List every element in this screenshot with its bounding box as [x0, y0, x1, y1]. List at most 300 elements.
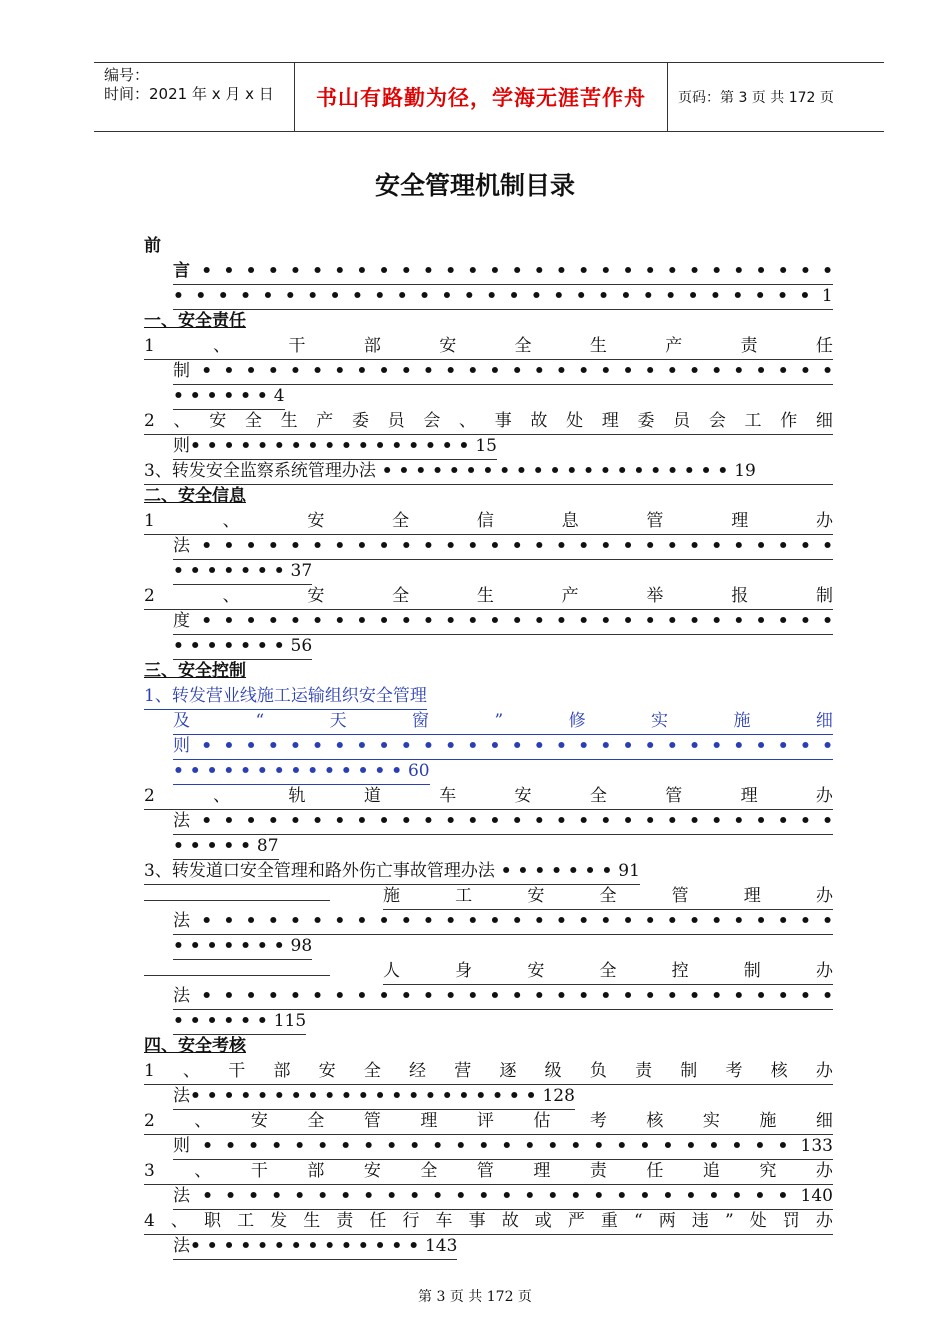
leader-dot: • [524, 1136, 536, 1156]
leader-dot: • [334, 911, 346, 931]
toc-entry-cadre-assessment-char: 办 [815, 1061, 833, 1081]
entry-char: 安 [527, 961, 545, 981]
entry-char: 法 [173, 1236, 190, 1256]
toc-entry-report-system-char: 产 [561, 586, 579, 606]
entry-char: 窗 [412, 711, 430, 731]
leader-dot: • [533, 736, 545, 756]
toc-entry-evaluation-char: 核 [646, 1111, 664, 1131]
leader-dot: • [467, 911, 479, 931]
leader-dot: • [578, 361, 590, 381]
page-number: 133 [800, 1136, 833, 1156]
leader-dot: • [511, 261, 523, 281]
leader-dots: • • • • • • • [173, 636, 291, 656]
leader-dot: • [556, 611, 567, 631]
toc-entry-evaluation-char: 全 [307, 1111, 325, 1131]
toc-entry-accountability-char: 、 [194, 1161, 212, 1181]
toc-entry-committee-rules-char: 员 [673, 411, 691, 431]
leader-dot: • [533, 811, 545, 831]
toc-entry-committee-rules-char: 委 [637, 411, 655, 431]
entry-char: 身 [455, 961, 473, 981]
leader-dot: • [799, 536, 811, 556]
toc-entry-accountability[interactable] [144, 1159, 833, 1185]
leader-dot: • [400, 261, 412, 281]
toc-entry-accountability-page[interactable] [173, 1184, 833, 1210]
toc-entry-cadre-responsibility-2-char: 制 [173, 361, 190, 381]
toc-entry-penalties-char: 任 [369, 1211, 387, 1231]
toc-entry-penalties-char: 4 [144, 1211, 155, 1231]
leader-dot: • [600, 536, 612, 556]
leader-dot: • [622, 811, 634, 831]
leader-dot: • [223, 811, 235, 831]
leader-dot: • [578, 536, 590, 556]
leader-dot: • [423, 736, 434, 756]
leader-dot: • [467, 811, 479, 831]
toc-entry-rail-vehicle-char: 办 [815, 786, 833, 806]
leader-dot: • [201, 536, 213, 556]
toc-entry-cadre-assessment-page[interactable] [173, 1084, 575, 1110]
toc-entry-penalties-char: 发 [270, 1211, 288, 1231]
toc-entry-penalties-char: 车 [435, 1211, 453, 1231]
toc-entry-penalties-char: 生 [303, 1211, 321, 1231]
toc-entry-rail-vehicle-page[interactable] [173, 834, 279, 860]
toc-entry-skylight-link-3-char: 则 [173, 736, 190, 756]
leader-dot: • [289, 536, 301, 556]
leader-dot: • [445, 736, 457, 756]
entry-char: 则 [173, 1136, 190, 1156]
leader-dot: • [685, 1186, 697, 1206]
toc-entry-accountability-char: 责 [589, 1161, 607, 1181]
toc-entry-evaluation-char: 2 [144, 1111, 155, 1131]
toc-entry-penalties-page[interactable] [173, 1234, 457, 1260]
entry-char: 法 [173, 1086, 190, 1106]
leader-dot: • [644, 911, 656, 931]
toc-entry-cadre-responsibility-page[interactable] [173, 384, 285, 410]
leader-dot: • [777, 536, 789, 556]
leader-dot: • [593, 1136, 605, 1156]
leader-dot: • [378, 736, 390, 756]
entry-char: 安 [527, 886, 545, 906]
leader-dot: • [289, 361, 301, 381]
toc-entry-penalties-char: 故 [501, 1211, 519, 1231]
leader-dot: • [711, 536, 723, 556]
leader-dots: • • • • • • [173, 386, 274, 406]
leader-dot: • [622, 261, 634, 281]
leader-dot: • [570, 1186, 582, 1206]
leader-dot: • [662, 1136, 674, 1156]
toc-entry-report-system-char: 、 [222, 586, 240, 606]
toc-entry-committee-rules-char: 会 [708, 411, 726, 431]
page-number: 1 [821, 286, 833, 306]
leader-dot: • [312, 911, 324, 931]
leader-dot: • [489, 911, 501, 931]
leader-dot: • [173, 286, 184, 306]
toc-entry-rail-vehicle-char: 道 [363, 786, 381, 806]
leader-dot: • [578, 986, 590, 1006]
toc-entry-report-system-page[interactable] [173, 634, 312, 660]
toc-entry-skylight-link-page[interactable] [173, 759, 430, 785]
leader-dot: • [644, 736, 656, 756]
leader-dot: • [248, 1186, 260, 1206]
header-motto: 书山有路勤为径，学海无涯苦作舟 [294, 63, 668, 131]
leader-dot: • [201, 736, 213, 756]
leader-dot: • [644, 261, 656, 281]
header-meta [94, 63, 294, 131]
toc-entry-info-management-page[interactable] [173, 559, 312, 585]
leader-dot: • [777, 911, 789, 931]
toc-entry-info-management-char: 、 [222, 511, 240, 531]
section-title: 三、安全控制 [144, 661, 246, 681]
leader-dot: • [578, 736, 590, 756]
entry-char: ” [494, 711, 504, 731]
leader-dot: • [378, 361, 390, 381]
entry-char: 办 [815, 886, 833, 906]
leader-dot: • [312, 361, 324, 381]
leader-dot: • [267, 811, 279, 831]
leader-dot: • [423, 911, 434, 931]
leader-dot: • [600, 261, 612, 281]
section-title: 二、安全信息 [144, 486, 246, 506]
toc-entry-evaluation[interactable] [144, 1109, 833, 1135]
toc-entry-construction-safety-2[interactable] [173, 909, 833, 935]
entry-char: 管 [671, 886, 689, 906]
leader-dot: • [400, 736, 412, 756]
toc-entry-info-management-2[interactable] [173, 534, 833, 560]
leader-dot: • [639, 1186, 651, 1206]
toc-entry-evaluation-char: 理 [420, 1111, 438, 1131]
toc-entry-committee-rules-char: 、 [459, 411, 477, 431]
entry-char: 修 [568, 711, 586, 731]
toc-entry-report-system-char: 报 [731, 586, 749, 606]
toc-entry-info-management-2-char: 法 [173, 536, 190, 556]
toc-entry-committee-rules-char: 事 [494, 411, 512, 431]
leader-dot: • [666, 361, 678, 381]
leader-dot: • [432, 1136, 444, 1156]
document-number-label: 编号： [104, 66, 150, 84]
leader-dot: • [289, 811, 301, 831]
entry-char: 天 [329, 711, 347, 731]
toc-entry-cadre-assessment-char: 安 [318, 1061, 336, 1081]
section-title: 四、安全考核 [144, 1036, 246, 1056]
leader-dot: • [463, 286, 475, 306]
leader-dot: • [600, 611, 612, 631]
toc-entry-skylight-link-2[interactable] [173, 709, 833, 735]
leader-dot: • [533, 261, 545, 281]
leader-dot: • [777, 611, 789, 631]
toc-entry-report-system-2[interactable] [173, 609, 833, 635]
toc-entry-info-management-char: 息 [561, 511, 579, 531]
leader-dot: • [378, 811, 390, 831]
leader-dot: • [575, 286, 587, 306]
leader-dot: • [556, 911, 567, 931]
leader-dot: • [223, 911, 235, 931]
leader-dot: • [223, 261, 235, 281]
toc-entry-penalties-char: 、 [170, 1211, 188, 1231]
toc-entry-rail-vehicle-char: 安 [514, 786, 532, 806]
leader-dot: • [363, 1136, 375, 1156]
leader-dot: • [511, 611, 523, 631]
leader-dot: • [600, 736, 612, 756]
leader-dot: • [689, 536, 700, 556]
toc-entry-cadre-responsibility-char: 、 [213, 336, 231, 356]
toc-entry-committee-rules-char: 员 [387, 411, 405, 431]
leader-dot: • [223, 611, 235, 631]
toc-entry-rail-vehicle-2[interactable] [173, 809, 833, 835]
leader-dot: • [245, 536, 257, 556]
leader-dot: • [511, 911, 523, 931]
leader-dot: • [533, 986, 545, 1006]
leader-dot: • [777, 1186, 789, 1206]
leader-dot: • [822, 361, 833, 381]
leader-dot: • [223, 986, 235, 1006]
leader-dot: • [754, 286, 766, 306]
toc-entry-cadre-responsibility[interactable] [144, 334, 833, 360]
leader-dot: • [556, 736, 567, 756]
toc-entry-report-system-char: 生 [476, 586, 494, 606]
leader-dot: • [267, 361, 279, 381]
toc-entry-cadre-responsibility-2[interactable] [173, 359, 833, 385]
leader-dot: • [201, 811, 213, 831]
leader-dot: • [755, 911, 767, 931]
leader-dot: • [732, 286, 744, 306]
leader-dot: • [570, 1136, 582, 1156]
leader-dot: • [733, 986, 745, 1006]
leader-dots: • • • • • • • • • • • • • • • • • [190, 436, 476, 456]
leader-dot: • [731, 1136, 743, 1156]
toc-entry-personal-safety-page[interactable] [173, 1009, 306, 1035]
entry-char: “ [255, 711, 265, 731]
leader-dot: • [334, 611, 346, 631]
toc-entry-skylight-link-3[interactable] [173, 734, 833, 760]
toc-entry-committee-rules-char: 2 [144, 411, 155, 431]
toc-entry-cadre-assessment-char: 经 [409, 1061, 427, 1081]
leader-dot: • [685, 1136, 697, 1156]
toc-entry-committee-rules-char: 产 [316, 411, 334, 431]
leader-dot: • [777, 811, 789, 831]
leader-dot: • [556, 261, 567, 281]
leader-dot: • [600, 986, 612, 1006]
entry-char: 理 [743, 886, 761, 906]
toc-entry-committee-rules-char: 作 [780, 411, 798, 431]
toc-entry-penalties-char: 职 [203, 1211, 221, 1231]
toc-entry-evaluation-char: 评 [476, 1111, 494, 1131]
preface-char: 前 [144, 236, 161, 256]
section-heading [144, 309, 833, 334]
entry-char: 办 [815, 961, 833, 981]
preface-entry[interactable] [173, 259, 833, 285]
leader-dot: • [363, 1186, 375, 1206]
preface-entry-char: 言 [173, 261, 190, 281]
toc-entry-crossing-safety[interactable] [144, 859, 640, 885]
leader-dot: • [777, 1136, 789, 1156]
toc-entry-rail-vehicle-char: 理 [740, 786, 758, 806]
leader-dot: • [201, 611, 213, 631]
toc-entry-penalties-char: ” [724, 1211, 734, 1231]
leader-dot: • [689, 611, 700, 631]
toc-entry-skylight-link[interactable] [144, 684, 427, 710]
leader-dot: • [317, 1136, 329, 1156]
leader-dot: • [556, 986, 567, 1006]
page-number: 60 [407, 761, 430, 781]
leader-dot: • [666, 986, 678, 1006]
leader-dot: • [356, 911, 368, 931]
leader-dot: • [556, 811, 567, 831]
leader-dot: • [400, 361, 412, 381]
document-title: 安全管理机制目录 [374, 171, 575, 200]
toc-entry-report-system-char: 制 [815, 586, 833, 606]
toc-entry-committee-rules-char: 安 [209, 411, 227, 431]
leader-dot: • [687, 286, 699, 306]
leader-dot: • [409, 1136, 421, 1156]
toc-entry-cadre-assessment-char: 考 [725, 1061, 743, 1081]
toc-entry-accountability-char: 3 [144, 1161, 155, 1181]
toc-entry-info-management[interactable] [144, 509, 833, 535]
leader-dot: • [423, 811, 434, 831]
toc-entry-evaluation-char: 施 [759, 1111, 777, 1131]
leader-dot: • [267, 261, 279, 281]
leader-dot: • [578, 611, 590, 631]
leader-dot: • [644, 611, 656, 631]
leader-dots: • • • • • • • [173, 561, 291, 581]
leader-dot: • [289, 986, 301, 1006]
leader-dot: • [334, 261, 346, 281]
leader-dot: • [202, 1136, 214, 1156]
leader-dot: • [445, 811, 457, 831]
leader-dot: • [600, 361, 612, 381]
toc-entry-construction-safety[interactable] [383, 884, 833, 910]
page-number: 15 [475, 436, 497, 456]
section-title: 一、安全责任 [144, 311, 246, 331]
leader-dot: • [689, 361, 700, 381]
toc-entry-committee-rules-char: 处 [566, 411, 584, 431]
leader-dot: • [622, 736, 634, 756]
toc-entry-cadre-assessment-char: 营 [454, 1061, 472, 1081]
leader-dot: • [708, 1136, 720, 1156]
page-number: 115 [273, 1011, 307, 1031]
leader-dot: • [644, 986, 656, 1006]
leader-dot: • [689, 261, 700, 281]
toc-entry-evaluation-char: 管 [363, 1111, 381, 1131]
leader-dot: • [455, 1136, 467, 1156]
toc-entry-report-system-char: 安 [307, 586, 325, 606]
leader-dot: • [374, 286, 386, 306]
leader-dot: • [666, 261, 678, 281]
leader-dot: • [467, 536, 479, 556]
page-number: 4 [273, 386, 285, 406]
leader-dot: • [733, 361, 745, 381]
leader-dot: • [378, 536, 390, 556]
toc-entry-penalties-char: “ [634, 1211, 643, 1231]
leader-dot: • [639, 1136, 651, 1156]
leader-dot: • [223, 361, 235, 381]
toc-entry-accountability-char: 追 [702, 1161, 720, 1181]
leader-dot: • [533, 611, 545, 631]
toc-entry-personal-safety[interactable] [383, 959, 833, 985]
leader-dot: • [289, 611, 301, 631]
toc-entry-accountability-char: 干 [250, 1161, 268, 1181]
leader-dot: • [489, 361, 501, 381]
leader-dot: • [642, 286, 654, 306]
leader-dot: • [666, 536, 678, 556]
toc-entry-report-system-char: 全 [392, 586, 410, 606]
toc-entry-info-management-char: 理 [731, 511, 749, 531]
toc-entry-cadre-assessment-char: 制 [680, 1061, 698, 1081]
entry-char: 施 [383, 886, 400, 906]
header-page-info: 页码：第 3 页 共 172 页 [678, 90, 834, 106]
toc-entry-penalties-char: 或 [534, 1211, 552, 1231]
leader-dot: • [195, 286, 207, 306]
leader-dot: • [423, 361, 434, 381]
toc-entry-construction-safety-page[interactable] [173, 934, 312, 960]
leader-dot: • [467, 261, 479, 281]
leader-dot: • [822, 736, 833, 756]
toc-entry-cadre-assessment-char: 核 [770, 1061, 788, 1081]
toc-entry-rail-vehicle-char: 全 [589, 786, 607, 806]
leader-dots: • • • • • • • • • • • • • • • • • • • • • [190, 1086, 543, 1106]
leader-dot: • [711, 261, 723, 281]
leader-dot: • [356, 811, 368, 831]
leader-dot: • [689, 911, 700, 931]
leader-dot: • [598, 286, 609, 306]
leader-dot: • [689, 986, 700, 1006]
leader-dot: • [245, 736, 257, 756]
toc-entry-cadre-assessment-char: 逐 [499, 1061, 517, 1081]
toc-entry-penalties-char: 罚 [782, 1211, 800, 1231]
leader-dot: • [733, 536, 745, 556]
leader-dot: • [267, 611, 279, 631]
leader-dot: • [489, 736, 501, 756]
toc-entry-evaluation-char: 估 [533, 1111, 551, 1131]
toc-entry-report-system[interactable] [144, 584, 833, 610]
leader-dot: • [547, 1136, 559, 1156]
leader-dot: • [245, 811, 257, 831]
leader-dot: • [400, 811, 412, 831]
entry-char: 全 [599, 961, 617, 981]
leader-dots: • • • • • • • [494, 861, 619, 881]
toc-entry-cadre-responsibility-char: 全 [514, 336, 532, 356]
leader-dot: • [578, 261, 590, 281]
page-number: 37 [290, 561, 313, 581]
toc-entry-supervision[interactable] [144, 459, 833, 485]
toc-entry-penalties-char: 责 [336, 1211, 354, 1231]
leader-dot: • [733, 811, 745, 831]
leader-dot: • [334, 361, 346, 381]
toc-entry-committee-rules[interactable] [144, 409, 833, 435]
entry-char: 法 [173, 1186, 190, 1206]
leader-dot: • [508, 286, 520, 306]
toc-entry-cadre-assessment-char: 1 [144, 1061, 155, 1081]
leader-dot: • [755, 261, 767, 281]
leader-dot: • [202, 1186, 214, 1206]
toc-entry-penalties-char: 办 [815, 1211, 833, 1231]
toc-entry-personal-safety-2[interactable] [173, 984, 833, 1010]
leader-dot: • [340, 1136, 352, 1156]
toc-entry-cadre-assessment[interactable] [144, 1059, 833, 1085]
leader-dot: • [822, 811, 833, 831]
leader-dot: • [531, 286, 542, 306]
toc-entry-evaluation-page[interactable] [173, 1134, 833, 1160]
leader-dot: • [556, 536, 567, 556]
toc-entry-info-management-char: 全 [392, 511, 410, 531]
toc-entry-penalties[interactable] [144, 1209, 833, 1235]
leader-dot: • [489, 261, 501, 281]
leader-dot: • [616, 1136, 628, 1156]
toc-entry-info-management-char: 管 [646, 511, 664, 531]
toc-entry-committee-rules-page[interactable] [173, 434, 497, 460]
leader-dot: • [489, 536, 501, 556]
toc-entry-rail-vehicle[interactable] [144, 784, 833, 810]
leader-dot: • [511, 736, 523, 756]
leader-dot: • [733, 261, 745, 281]
